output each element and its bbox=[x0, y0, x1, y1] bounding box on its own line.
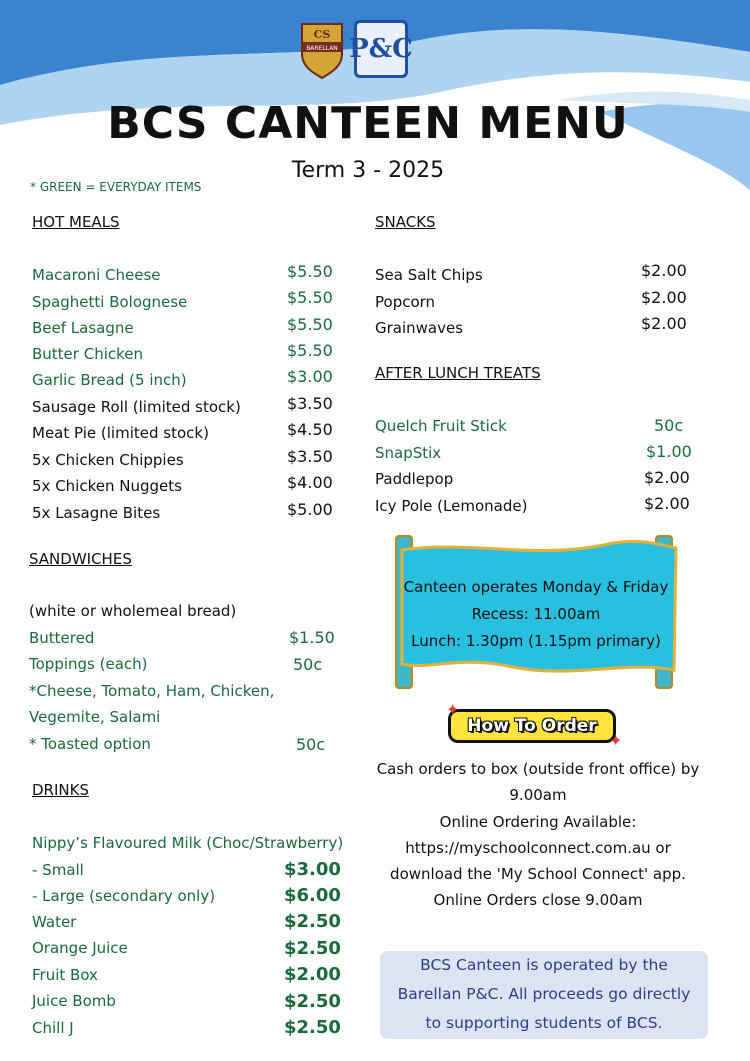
snacks-heading: SNACKS bbox=[375, 213, 436, 231]
order-line: Online Orders close 9.00am bbox=[433, 891, 643, 910]
how-to-order-badge: How To Order bbox=[448, 709, 616, 743]
order-line: Online Ordering Available: bbox=[439, 812, 637, 831]
menu-item-name: Meat Pie (limited stock) bbox=[32, 424, 209, 442]
menu-item-price: $3.50 bbox=[287, 447, 333, 466]
menu-item-price: 50c bbox=[296, 735, 326, 754]
order-line: download the 'My School Connect' app. bbox=[390, 865, 686, 884]
footer-note bbox=[380, 951, 708, 1039]
menu-item-price: $5.50 bbox=[287, 262, 333, 281]
menu-item-price: $5.50 bbox=[287, 341, 333, 360]
menu-item-name: Sausage Roll (limited stock) bbox=[32, 398, 241, 416]
menu-item-name: - Large (secondary only) bbox=[32, 887, 216, 905]
menu-item-price: $3.00 bbox=[287, 367, 333, 386]
menu-item-name: Orange Juice bbox=[32, 939, 128, 957]
drinks-heading: DRINKS bbox=[32, 781, 89, 799]
footer-line: to supporting students of BCS. bbox=[425, 1014, 663, 1032]
menu-item-price: $5.50 bbox=[287, 288, 333, 307]
menu-item-name: * Toasted option bbox=[29, 735, 151, 753]
hours-line-recess: Recess: 11.00am bbox=[471, 605, 601, 623]
menu-item-price: $5.50 bbox=[287, 315, 333, 334]
menu-item-name: Garlic Bread (5 inch) bbox=[32, 371, 187, 389]
logos bbox=[298, 20, 413, 80]
menu-item-name: Butter Chicken bbox=[32, 345, 144, 363]
sandwiches-heading: SANDWICHES bbox=[29, 550, 132, 568]
menu-item-price: $2.00 bbox=[641, 288, 687, 307]
page-title: BCS CANTEEN MENU bbox=[107, 98, 629, 149]
toppings-list: *Cheese, Tomato, Ham, Chicken, bbox=[29, 682, 275, 700]
menu-item-price: $2.00 bbox=[284, 964, 341, 985]
menu-item-price: $6.00 bbox=[284, 885, 341, 906]
legend-note: * GREEN = EVERYDAY ITEMS bbox=[30, 180, 202, 194]
menu-item-price: 50c bbox=[654, 416, 684, 435]
menu-item-price: $1.00 bbox=[646, 442, 692, 461]
menu-item-name: Chill J bbox=[32, 1019, 74, 1037]
term-subtitle: Term 3 - 2025 bbox=[291, 158, 445, 183]
menu-item-name: 5x Lasagne Bites bbox=[32, 504, 161, 522]
crest-text: CS bbox=[313, 28, 331, 41]
ordering-instructions bbox=[368, 756, 708, 914]
menu-item-price: $2.00 bbox=[641, 261, 687, 280]
school-crest-logo bbox=[298, 20, 346, 80]
menu-item-price: $1.50 bbox=[289, 628, 335, 647]
menu-item-name: Beef Lasagne bbox=[32, 319, 134, 337]
menu-item-name: 5x Chicken Chippies bbox=[32, 451, 184, 469]
footer-line: BCS Canteen is operated by the bbox=[420, 956, 668, 974]
order-line: 9.00am bbox=[509, 786, 567, 805]
menu-item-name: Popcorn bbox=[375, 293, 436, 311]
menu-item-name: Sea Salt Chips bbox=[375, 266, 483, 284]
menu-item-price: $2.00 bbox=[644, 468, 690, 487]
menu-item-price: 50c bbox=[293, 655, 323, 674]
menu-item-price: $2.00 bbox=[644, 494, 690, 513]
menu-item-name: Toppings (each) bbox=[29, 655, 148, 673]
milk-item: Nippy’s Flavoured Milk (Choc/Strawberry) bbox=[32, 834, 344, 852]
menu-item-name: Macaroni Cheese bbox=[32, 266, 161, 284]
pc-logo bbox=[349, 20, 413, 78]
order-line: Cash orders to box (outside front office) by bbox=[376, 760, 700, 778]
menu-item-price: $2.50 bbox=[284, 938, 341, 959]
treats-heading: AFTER LUNCH TREATS bbox=[375, 364, 541, 382]
menu-item-name: 5x Chicken Nuggets bbox=[32, 477, 182, 495]
menu-item-price: $2.00 bbox=[641, 314, 687, 333]
menu-item-name: Paddlepop bbox=[375, 470, 454, 488]
menu-item-name: Buttered bbox=[29, 629, 95, 647]
menu-item-name: Spaghetti Bolognese bbox=[32, 293, 188, 311]
hours-line-lunch: Lunch: 1.30pm (1.15pm primary) bbox=[411, 632, 661, 650]
bread-note: (white or wholemeal bread) bbox=[29, 602, 237, 620]
menu-item-price: $4.00 bbox=[287, 473, 333, 492]
menu-item-name: Icy Pole (Lemonade) bbox=[375, 497, 528, 515]
menu-item-price: $3.00 bbox=[284, 859, 341, 880]
sparkle-icon: ✦ bbox=[609, 731, 623, 750]
menu-item-name: Juice Bomb bbox=[32, 992, 116, 1010]
menu-item-name: - Small bbox=[32, 861, 84, 879]
sparkle-icon: ✦ bbox=[446, 700, 460, 719]
menu-item-price: $3.50 bbox=[287, 394, 333, 413]
hot-meals-heading: HOT MEALS bbox=[32, 213, 120, 231]
menu-item-price: $2.50 bbox=[284, 911, 341, 932]
crest-banner: BARELLAN bbox=[306, 45, 338, 52]
menu-item-price: $2.50 bbox=[284, 991, 341, 1012]
hours-line-days: Canteen operates Monday & Friday bbox=[403, 578, 669, 596]
menu-item-name: Water bbox=[32, 913, 77, 931]
pc-logo-text: P&C bbox=[349, 34, 413, 64]
hours-text bbox=[390, 574, 682, 655]
menu-item-price: $4.50 bbox=[287, 420, 333, 439]
menu-item-name: Grainwaves bbox=[375, 319, 464, 337]
menu-item-name: Fruit Box bbox=[32, 966, 98, 984]
toppings-list: Vegemite, Salami bbox=[29, 708, 161, 726]
menu-item-price: $2.50 bbox=[284, 1017, 341, 1038]
order-url: https://myschoolconnect.com.au or bbox=[405, 838, 671, 857]
menu-item-name: SnapStix bbox=[375, 444, 442, 462]
menu-item-name: Quelch Fruit Stick bbox=[375, 417, 507, 435]
menu-item-price: $5.00 bbox=[287, 500, 333, 519]
footer-line: Barellan P&C. All proceeds go directly bbox=[397, 985, 691, 1003]
